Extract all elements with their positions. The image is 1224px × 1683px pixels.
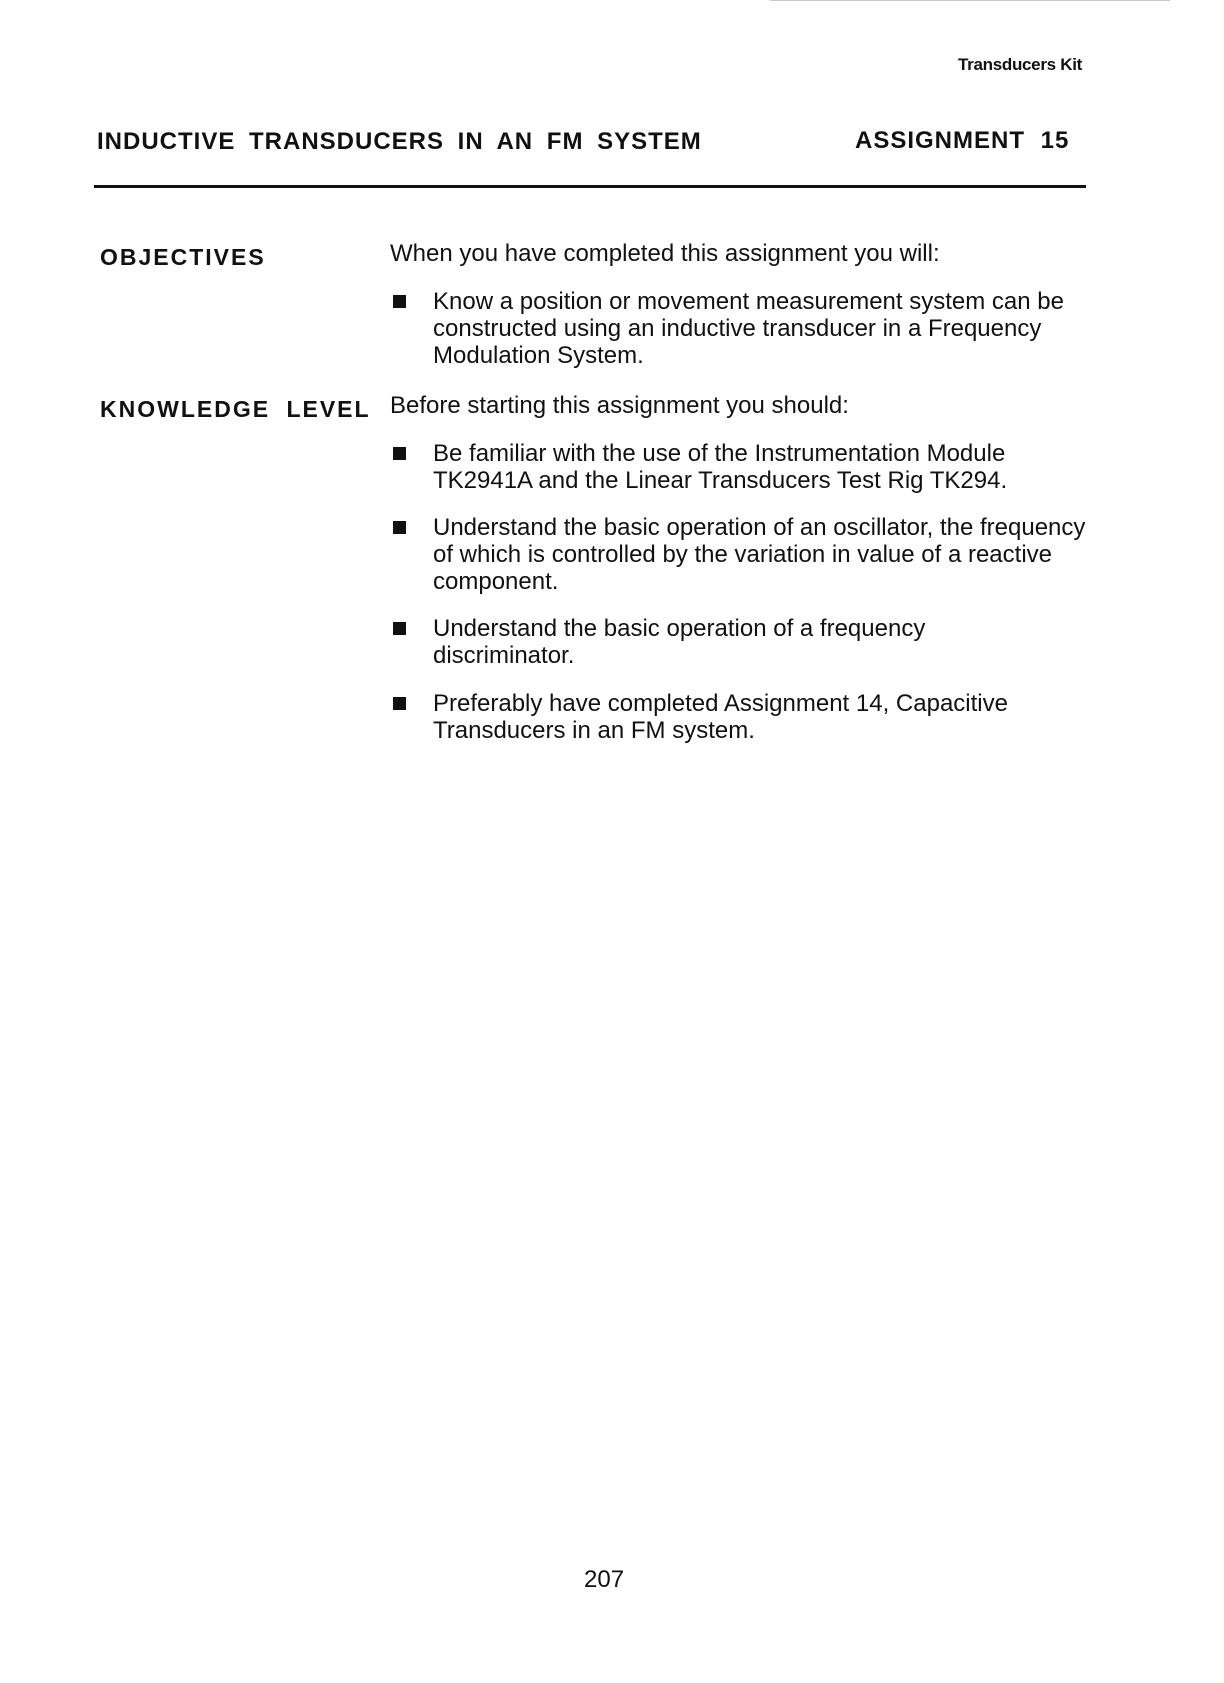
- objective-item-text: Know a position or movement measurement system can be constructed using an inductive transducer in a Frequency Modulation System.: [433, 288, 1064, 369]
- knowledge-item-text: Be familiar with the use of the Instrumentation Module TK2941A and the Linear Transducers Test Rig TK294.: [433, 440, 1008, 494]
- knowledge-item: [393, 440, 1093, 494]
- square-bullet-icon: [393, 521, 406, 534]
- running-header: Transducers Kit: [958, 55, 1082, 74]
- top-edge-rule: [770, 0, 1170, 1]
- square-bullet-icon: [393, 447, 406, 460]
- square-bullet-icon: [393, 622, 406, 635]
- knowledge-level-intro: Before starting this assignment you should:: [390, 392, 849, 419]
- square-bullet-icon: [393, 697, 406, 710]
- knowledge-item-text: Understand the basic operation of an oscillator, the frequency of which is controlled by the variation in value of a reactive component.: [433, 514, 1086, 595]
- knowledge-level-heading: KNOWLEDGE LEVEL: [100, 396, 371, 422]
- objective-item: [393, 288, 1093, 369]
- page-number: 207: [584, 1566, 625, 1593]
- knowledge-item-text: Understand the basic operation of a frequency discriminator.: [433, 615, 926, 669]
- objectives-heading: OBJECTIVES: [100, 244, 266, 270]
- knowledge-item: [393, 690, 1093, 744]
- header-divider: [94, 185, 1086, 188]
- knowledge-item: [393, 615, 1093, 669]
- square-bullet-icon: [393, 295, 406, 308]
- assignment-number: ASSIGNMENT 15: [855, 127, 1070, 154]
- knowledge-item-text: Preferably have completed Assignment 14, Capacitive Transducers in an FM system.: [433, 690, 1008, 744]
- objectives-intro: When you have completed this assignment you will:: [390, 240, 940, 267]
- assignment-title: INDUCTIVE TRANSDUCERS IN AN FM SYSTEM: [97, 128, 702, 155]
- knowledge-item: [393, 514, 1093, 595]
